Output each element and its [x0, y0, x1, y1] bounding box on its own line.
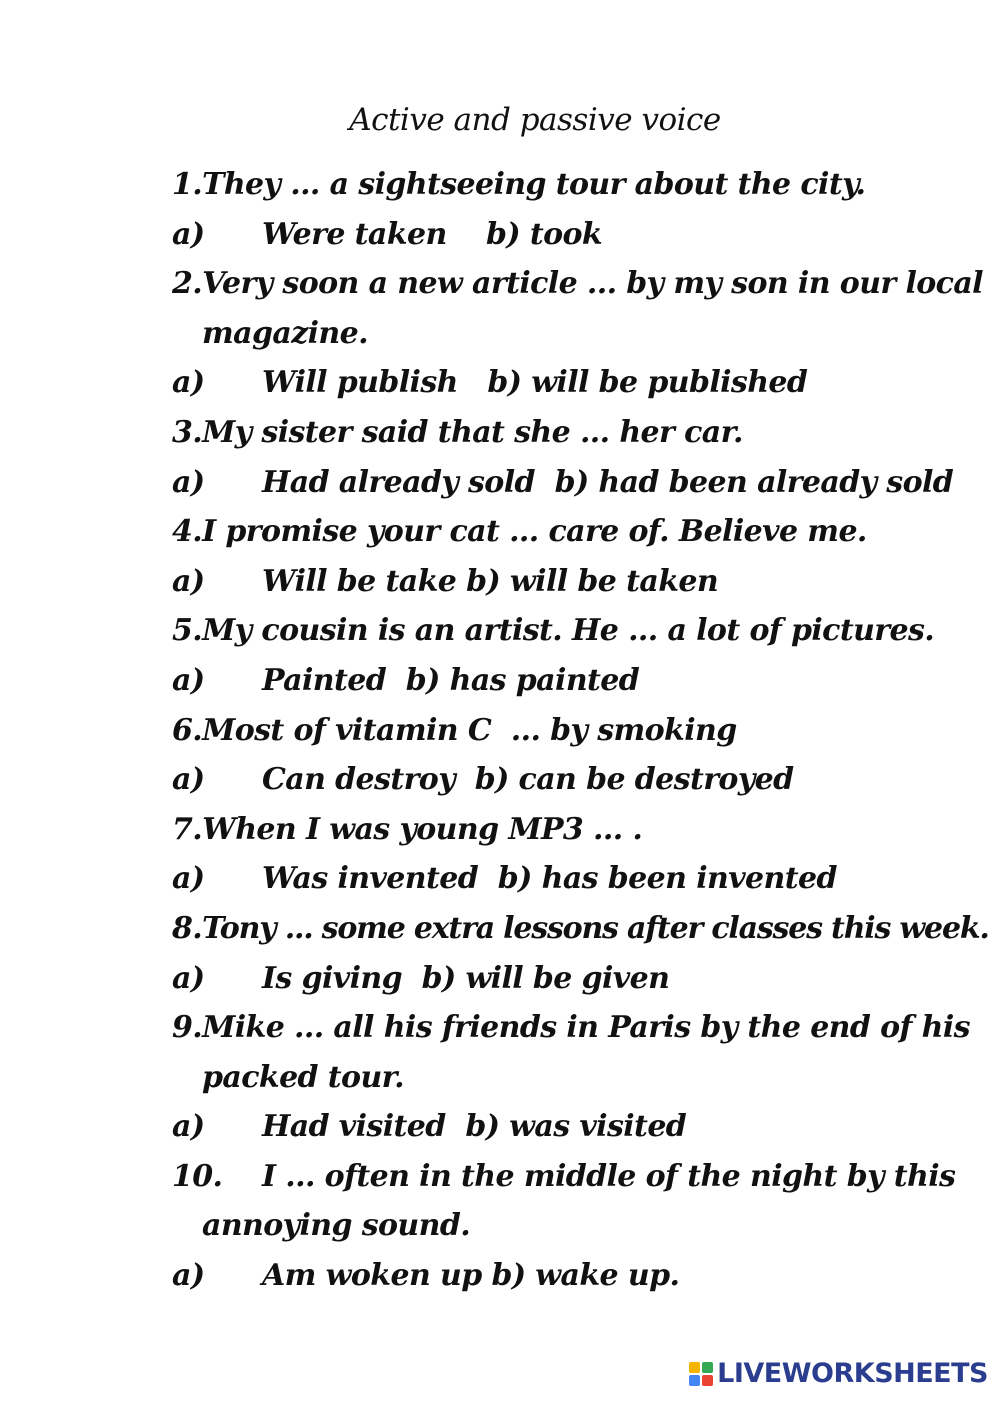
option-text: Will be take b) will be taken	[262, 563, 719, 599]
liveworksheets-logo	[689, 1358, 988, 1389]
answer-options-6	[172, 755, 972, 805]
question-list	[172, 160, 989, 1301]
question-8	[172, 904, 989, 954]
question-2-continued: magazine.	[202, 315, 368, 351]
question-text: Most of vitamin C ... by smoking	[202, 712, 737, 748]
option-text: Is giving b) will be given	[262, 960, 670, 996]
question-6	[172, 706, 972, 756]
option-letter: a)	[172, 762, 205, 798]
question-text: My cousin is an artist. He ... a lot of pictures.	[202, 613, 935, 649]
option-text: Was invented b) has been invented	[262, 861, 837, 897]
question-text: I ... often in the middle of the night by this	[262, 1158, 956, 1194]
option-text: Painted b) has painted	[262, 662, 640, 698]
question-10-continued: annoying sound.	[202, 1208, 471, 1244]
option-letter: a)	[172, 1109, 205, 1145]
question-text: I promise your cat ... care of. Believe me.	[202, 514, 867, 550]
question-text: My sister said that she ... her car.	[202, 414, 743, 450]
question-number: 4.	[172, 514, 203, 550]
option-text: Will publish b) will be published	[262, 365, 808, 401]
question-3	[172, 408, 972, 458]
answer-options-5	[172, 656, 972, 706]
logo-square-yellow	[689, 1362, 700, 1373]
answer-options-3	[172, 458, 972, 508]
question-number: 2.	[172, 266, 203, 302]
option-letter: a)	[172, 464, 205, 500]
question-number: 9.	[172, 1010, 203, 1046]
question-number: 8.	[172, 910, 203, 946]
logo-square-blue	[689, 1375, 700, 1386]
answer-options-10	[172, 1251, 972, 1301]
question-5	[172, 606, 972, 656]
answer-options-8	[172, 954, 972, 1004]
answer-options-4	[172, 557, 972, 607]
option-letter: a)	[172, 662, 205, 698]
question-text: Mike ... all his friends in Paris by the end of his	[202, 1010, 970, 1046]
question-10	[172, 1152, 972, 1202]
question-number: 3.	[172, 414, 203, 450]
worksheet-title: Active and passive voice	[349, 102, 721, 138]
option-text: Were taken b) took	[262, 216, 603, 252]
option-letter: a)	[172, 960, 205, 996]
option-text: Am woken up b) wake up.	[262, 1258, 680, 1294]
question-number: 1.	[172, 167, 203, 202]
question-text: Very soon a new article ... by my son in our local	[202, 266, 983, 302]
question-number: 10.	[172, 1158, 223, 1194]
option-letter: a)	[172, 861, 205, 897]
logo-text: LIVEWORKSHEETS	[717, 1358, 988, 1389]
logo-mark-icon	[689, 1362, 713, 1386]
answer-options-9	[172, 1102, 972, 1152]
question-number: 6.	[172, 712, 203, 748]
answer-options-2	[172, 358, 972, 408]
question-7	[172, 805, 972, 855]
answer-options-7	[172, 854, 972, 904]
logo-square-green	[702, 1362, 713, 1373]
option-letter: a)	[172, 216, 205, 252]
answer-options-1	[172, 210, 972, 260]
option-letter: a)	[172, 365, 205, 401]
question-number: 7.	[172, 811, 203, 847]
option-text: Had visited b) was visited	[262, 1109, 687, 1145]
question-1	[172, 160, 972, 210]
option-text: Had already sold b) had been already sold	[262, 464, 954, 500]
question-9	[172, 1003, 972, 1053]
question-2	[172, 259, 983, 309]
question-text: Tony ... some extra lessons after classes this week.	[202, 910, 989, 946]
question-number: 5.	[172, 613, 203, 649]
logo-square-red	[702, 1375, 713, 1386]
option-text: Can destroy b) can be destroyed	[262, 762, 794, 798]
option-letter: a)	[172, 563, 205, 599]
option-letter: a)	[172, 1258, 205, 1294]
question-9-continued: packed tour.	[202, 1059, 404, 1095]
question-text: They ... a sightseeing tour about the city.	[202, 167, 866, 202]
question-4	[172, 507, 972, 557]
question-text: When I was young MP3 ... .	[202, 811, 643, 847]
